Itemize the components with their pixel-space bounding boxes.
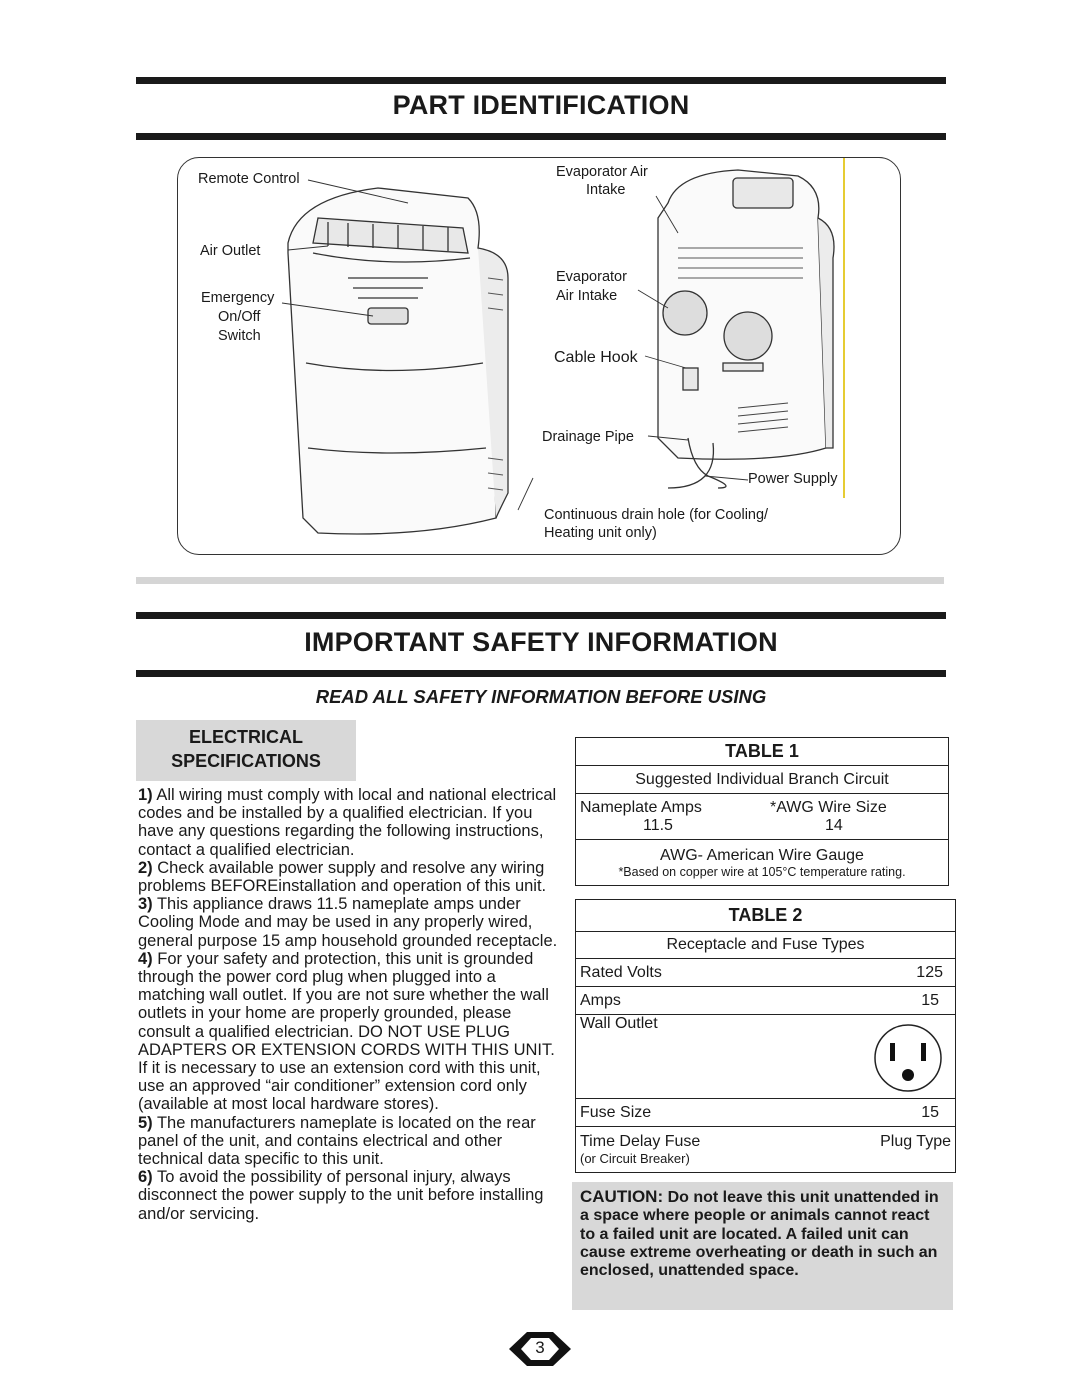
page-number: 3	[535, 1338, 545, 1357]
table-1-values-cell	[576, 794, 949, 840]
label-remote-control: Remote Control	[198, 171, 300, 187]
label-evap-top-1: Evaporator Air	[556, 164, 648, 180]
table-1-footnotes	[576, 840, 949, 886]
rated-volts-value: 125	[916, 963, 943, 981]
amps-row	[576, 987, 956, 1015]
awg-wire-size-value: 14	[825, 816, 843, 834]
table-2-subtitle: Receptacle and Fuse Types	[576, 932, 956, 959]
part-identification-rule	[136, 133, 946, 140]
awg-footnote: AWG- American Wire Gauge	[660, 846, 864, 864]
label-air-outlet: Air Outlet	[200, 243, 261, 259]
circuit-breaker-note: (or Circuit Breaker)	[580, 1151, 690, 1166]
instruction-item	[138, 1168, 566, 1223]
time-delay-fuse-row	[576, 1127, 956, 1173]
section-divider	[136, 577, 944, 584]
instruction-item	[138, 1114, 566, 1169]
instruction-item	[138, 859, 566, 895]
fuse-size-label: Fuse Size	[580, 1103, 652, 1121]
rated-volts-label: Rated Volts	[580, 963, 662, 981]
awg-wire-size-header: *AWG Wire Size	[770, 798, 887, 816]
label-continuous-drain-1: Continuous drain hole (for Cooling/	[544, 507, 769, 523]
caution-text: Do not leave this unit unattended in a space where people or animals cannot react to a failed unit are located. A failed unit can cause extreme overheating or death in such an enclosed, unattended space.	[580, 1189, 939, 1280]
label-emergency-1: Emergency	[201, 290, 275, 306]
instruction-item	[138, 895, 566, 950]
part-identification-figure	[177, 157, 901, 555]
instruction-text: The manufacturers nameplate is located on the rear panel of the unit, and contains electrical and other technical data specific to this unit.	[138, 1113, 536, 1169]
fuse-size-row	[576, 1099, 956, 1127]
label-evap-2: Air Intake	[556, 288, 618, 304]
rated-volts-row	[576, 959, 956, 987]
table-1-subtitle: Suggested Individual Branch Circuit	[576, 766, 949, 794]
amps-value: 15	[921, 991, 939, 1009]
nameplate-amps-header: Nameplate Amps	[580, 798, 702, 816]
electrical-heading-line-2: SPECIFICATIONS	[171, 751, 321, 771]
front-unit-drawing	[288, 188, 508, 534]
caution-box	[572, 1182, 953, 1310]
label-continuous-drain-2: Heating unit only)	[544, 525, 657, 541]
instruction-number: 1)	[138, 786, 153, 804]
safety-subtitle: READ ALL SAFETY INFORMATION BEFORE USING	[315, 686, 767, 707]
table-2	[575, 899, 956, 1173]
back-unit-drawing	[658, 170, 834, 488]
time-delay-fuse-label: Time Delay Fuse	[580, 1133, 701, 1150]
part-identification-title: PART IDENTIFICATION	[392, 90, 690, 120]
electrical-heading-line-1: ELECTRICAL	[189, 727, 303, 747]
label-evap-1: Evaporator	[556, 269, 627, 285]
instruction-text: All wiring must comply with local and national electrical codes and be installed by a qualified electrician. If you have any questions regarding the following instructions, contact a qualified electrician.	[138, 786, 557, 859]
copper-wire-footnote: *Based on copper wire at 105°C temperature rating.	[618, 864, 906, 879]
nameplate-amps-value: 11.5	[643, 816, 673, 834]
fuse-size-value: 15	[921, 1103, 939, 1121]
label-emergency-3: Switch	[218, 328, 261, 344]
label-cable-hook: Cable Hook	[554, 349, 638, 366]
instruction-number: 6)	[138, 1168, 153, 1187]
wall-outlet-icon	[873, 1023, 943, 1093]
safety-top-rule	[136, 612, 946, 619]
electrical-specifications-heading	[136, 720, 356, 781]
label-evap-top-2: Intake	[586, 182, 626, 198]
table-2-title: TABLE 2	[576, 900, 956, 932]
top-rule	[136, 77, 946, 84]
instruction-text: Check available power supply and resolve any wiring problems BEFOREinstallation and operation of this unit.	[138, 858, 547, 896]
amps-label: Amps	[580, 991, 621, 1009]
instruction-text: For your safety and protection, this unit is grounded through the power cord plug when plugged into a matching wall outlet. If you are not sure whether the wall outlets in your home are properly grounded, please consult a qualified electrician. DO NOT USE PLUG ADAPTERS OR EXTENSION CORDS WITH THIS UNIT. If it is necessary to use an extension cord with this unit, use an approved “air conditioner” extension cord only (available at most local hardware stores).	[138, 949, 555, 1114]
safety-title: IMPORTANT SAFETY INFORMATION	[304, 627, 778, 657]
instruction-number: 5)	[138, 1113, 153, 1132]
table-1	[575, 737, 949, 886]
label-drainage-pipe: Drainage Pipe	[542, 429, 634, 445]
table-1-title: TABLE 1	[576, 738, 949, 766]
safety-instructions	[138, 786, 566, 1223]
label-emergency-2: On/Off	[218, 309, 261, 325]
wall-outlet-row	[576, 1015, 956, 1099]
instruction-number: 4)	[138, 949, 153, 968]
instruction-number: 2)	[138, 858, 153, 877]
plug-type-label: Plug Type	[880, 1133, 951, 1150]
label-power-supply: Power Supply	[748, 471, 838, 487]
instruction-item	[138, 950, 566, 1114]
instruction-item	[138, 786, 566, 859]
safety-bottom-rule	[136, 670, 946, 677]
instruction-text: This appliance draws 11.5 nameplate amps under Cooling Mode and may be used in any properly wired, general purpose 15 amp household grounded receptacle.	[138, 895, 558, 950]
caution-word: CAUTION:	[580, 1187, 664, 1206]
wall-outlet-label: Wall Outlet	[580, 1015, 658, 1032]
instruction-text: To avoid the possibility of personal injury, always disconnect the power supply to the unit before installing and/or servicing.	[138, 1168, 544, 1223]
air-conditioner-illustration	[178, 158, 900, 554]
instruction-number: 3)	[138, 895, 153, 914]
